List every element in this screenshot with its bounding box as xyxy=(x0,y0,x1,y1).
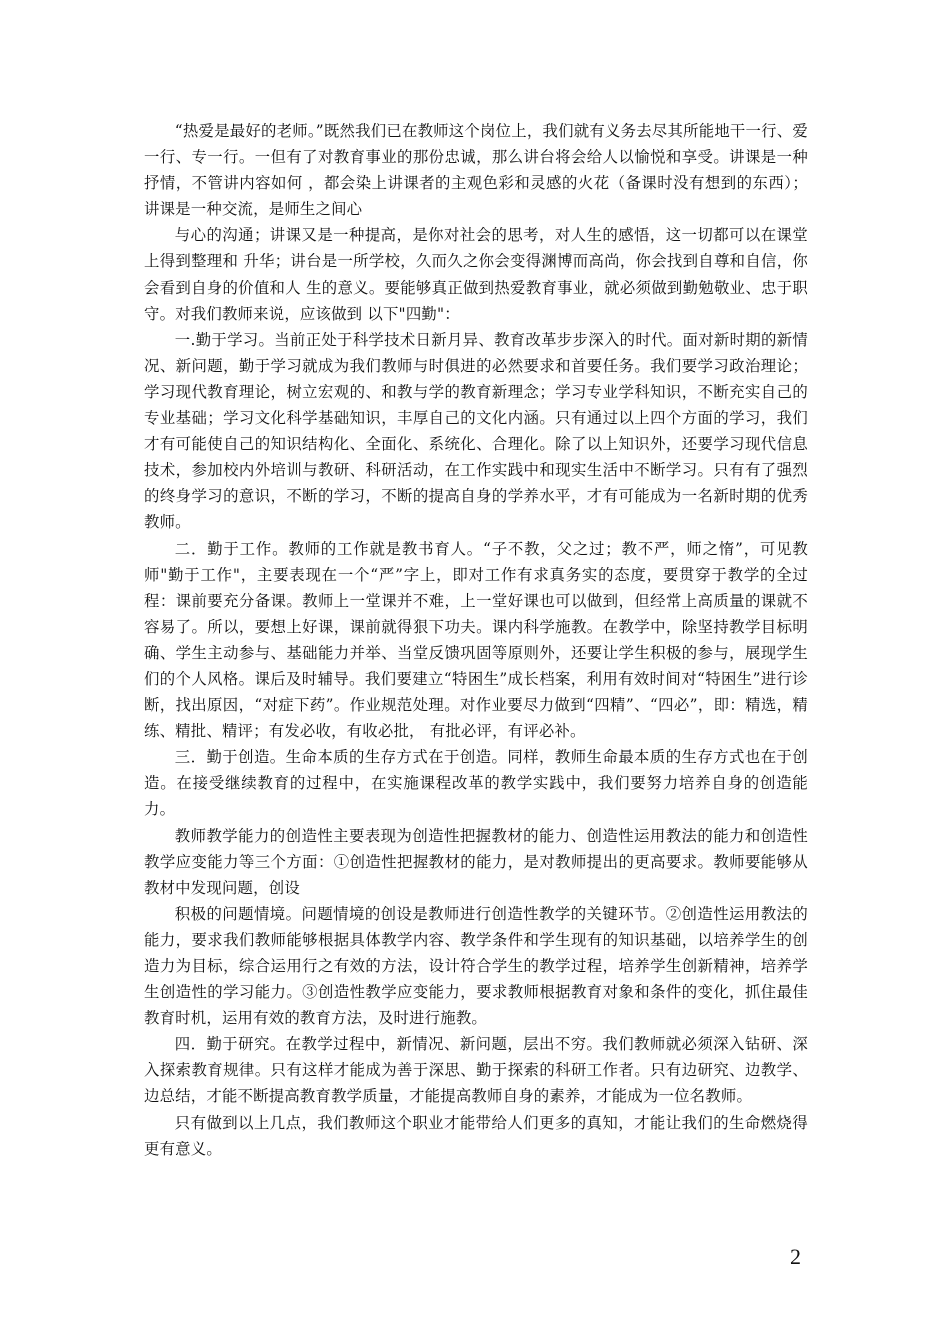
paragraph-2: 与心的沟通；讲课又是一种提高，是你对社会的思考，对人生的感悟，这一切都可以在课堂上得到整理和 升华；讲台是一所学校，久而久之你会变得渊博而高尚，你会找到自尊和自信，你会看到自身的价值和人 生的意义。要能够真正做到热爱教育事业，就必须做到勤勉敬业、忠于职守。对我们教师来说，应该做到 以下"四勤"： xyxy=(144,226,808,323)
paragraph-8: 四．勤于研究。在教学过程中，新情况、新问题，层出不穷。我们教师就必须深入钻研、深入探索教育规律。只有这样才能成为善于深思、勤于探索的科研工作者。只有边研究、边教学、边总结，才能不断提高教育教学质量，才能提高教师自身的素养，才能成为一位名教师。 xyxy=(144,1035,808,1106)
document-body xyxy=(144,118,808,1162)
paragraph-1: “热爱是最好的老师。”既然我们已在教师这个岗位上，我们就有义务去尽其所能地干一行、爱一行、专一行。一但有了对教育事业的那份忠诚，那么讲台将会给人以愉悦和享受。讲课是一种抒情，不管讲内容如何 ，都会染上讲课者的主观色彩和灵感的火花（备课时没有想到的东西）；讲课是一种交流，是师生之间心 xyxy=(144,122,808,219)
paragraph-4: 二．勤于工作。教师的工作就是教书育人。“子不教，父之过；教不严，师之惰”，可见教师"勤于工作"，主要表现在一个“严”字上，即对工作有求真务实的态度，要贯穿于教学的全过程：课前要充分备课。教师上一堂课并不难，上一堂好课也可以做到，但经常上高质量的课就不容易了。所以，要想上好课，课前就得狠下功夫。课内科学施教。在教学中，除坚持教学目标明确、学生主动参与、基础能力并举、当堂反馈巩固等原则外，还要让学生积极的参与，展现学生们的个人风格。课后及时辅导。我们要建立“特困生”成长档案，利用有效时间对“特困生”进行诊断，找出原因，“对症下药”。作业规范处理。对作业要尽力做到“四精”、“四必”，即：精选，精练、精批、精评；有发必收，有收必批， 有批必评，有评必补。 xyxy=(144,539,808,741)
page-number: 2 xyxy=(790,1244,801,1269)
paragraph-6: 教师教学能力的创造性主要表现为创造性把握教材的能力、创造性运用教法的能力和创造性教学应变能力等三个方面：①创造性把握教材的能力，是对教师提出的更高要求。教师要能够从教材中发现问题，创设 xyxy=(144,826,808,897)
paragraph-7: 积极的问题情境。问题情境的创设是教师进行创造性教学的关键环节。②创造性运用教法的能力，要求我们教师能够根据具体教学内容、教学条件和学生现有的知识基础，以培养学生的创造力为目标，综合运用行之有效的方法，设计符合学生的教学过程，培养学生创新精神，培养学生创造性的学习能力。③创造性教学应变能力，要求教师根据教育对象和条件的变化，抓住最佳教育时机，运用有效的教育方法，及时进行施教。 xyxy=(144,904,808,1028)
paragraph-9: 只有做到以上几点，我们教师这个职业才能带给人们更多的真知，才能让我们的生命燃烧得更有意义。 xyxy=(144,1113,808,1158)
paragraph-3: 一.勤于学习。当前正处于科学技术日新月异、教育改革步步深入的时代。面对新时期的新情况、新问题，勤于学习就成为我们教师与时俱进的必然要求和首要任务。我们要学习政治理论；学习现代教育理论，树立宏观的、和教与学的教育新理念；学习专业学科知识，不断充实自己的专业基础；学习文化科学基础知识，丰厚自己的文化内涵。只有通过以上四个方面的学习，我们才有可能使自己的知识结构化、全面化、系统化、合理化。除了以上知识外，还要学习现代信息技术，参加校内外培训与教研、科研活动，在工作实践中和现实生活中不断学习。只有有了强烈的终身学习的意识，不断的学习，不断的提高自身的学养水平，才有可能成为一名新时期的优秀教师。 xyxy=(144,330,808,532)
paragraph-5: 三．勤于创造。生命本质的生存方式在于创造。同样，教师生命最本质的生存方式也在于创造。在接受继续教育的过程中，在实施课程改革的教学实践中，我们要努力培养自身的创造能力。 xyxy=(144,748,808,819)
